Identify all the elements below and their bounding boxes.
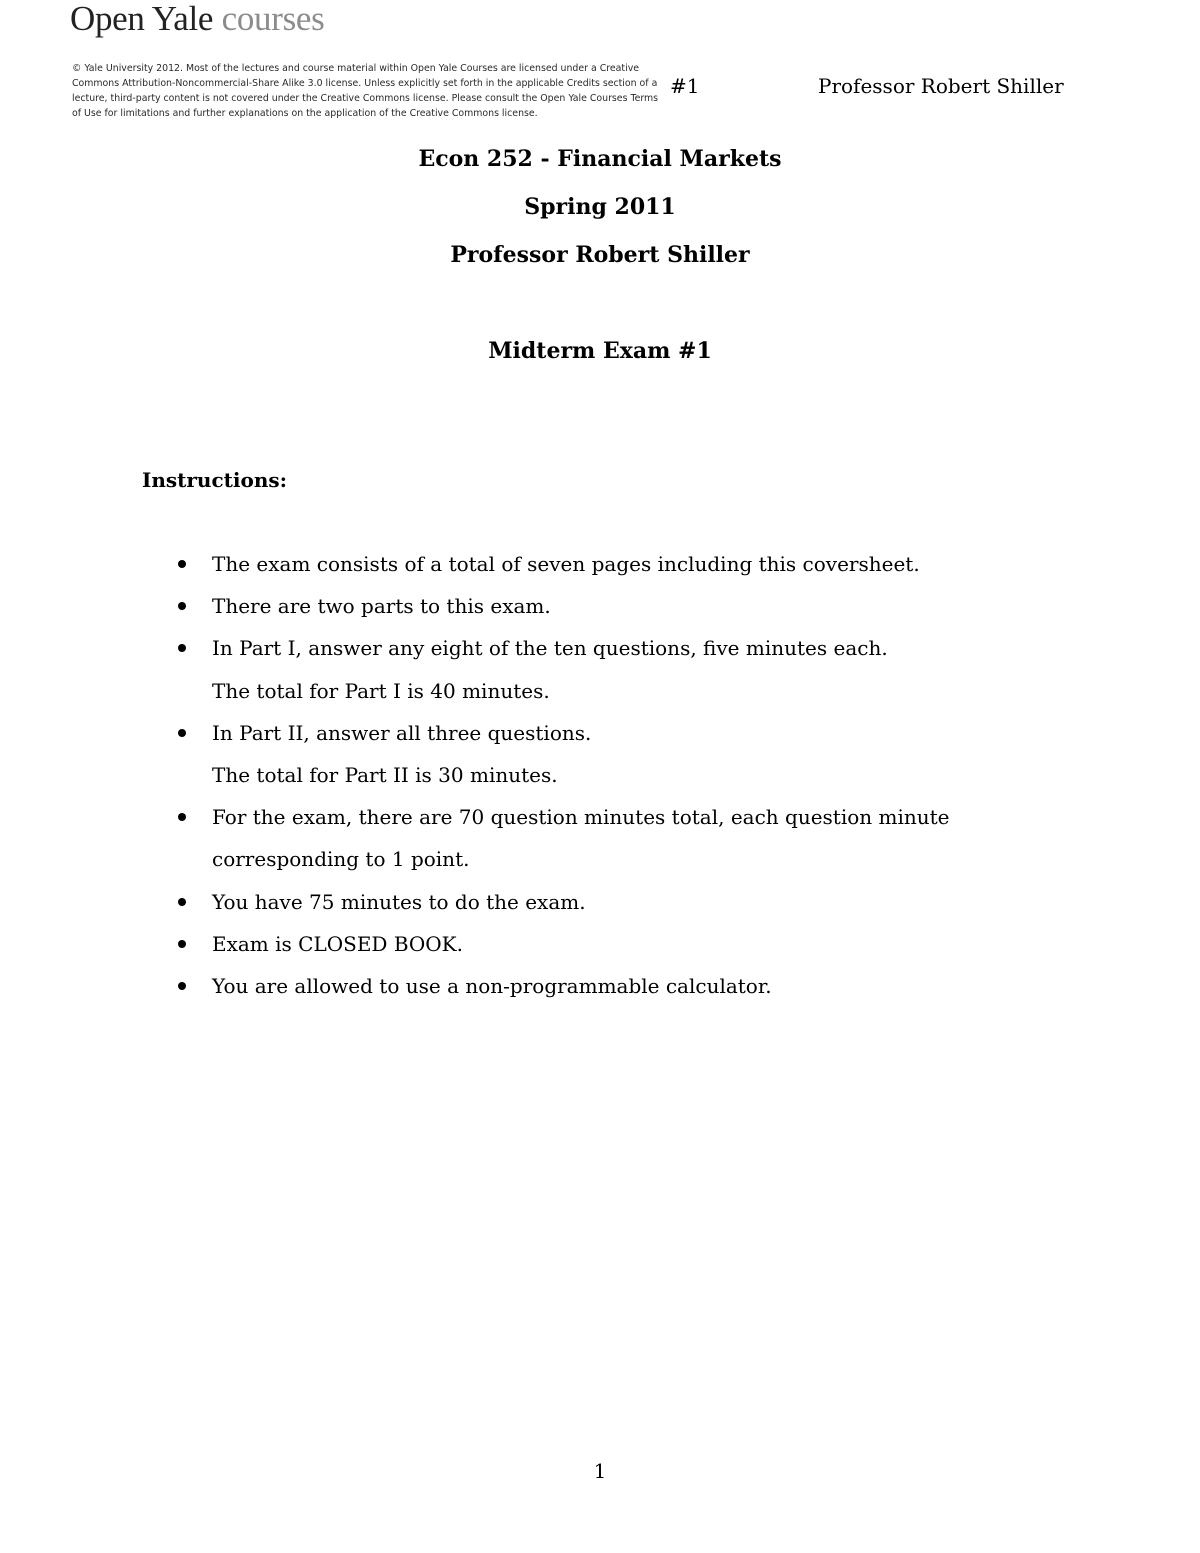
instruction-item-line: For the exam, there are 70 question minutes total, each question minute: [212, 805, 950, 830]
logo-courses: courses: [221, 0, 325, 38]
instruction-item-line: In Part II, answer all three questions.: [212, 720, 592, 745]
instruction-item-line: You are allowed to use a non-programmable calculator.: [212, 974, 772, 998]
instruction-item-line: In Part I, answer any eight of the ten questions, five minutes each.: [212, 636, 888, 661]
page-number: 1: [593, 1459, 607, 1483]
bullet-icon: [178, 644, 186, 652]
instruction-item-line: Exam is CLOSED BOOK.: [212, 931, 463, 956]
bullet-icon: [178, 813, 186, 821]
instruction-item-line: The exam consists of a total of seven pages including this coversheet.: [212, 552, 920, 576]
professor-title: Professor Robert Shiller: [450, 242, 750, 268]
header-exam-number: #1: [670, 74, 700, 98]
license-notice: © Yale University 2012. Most of the lectures and course material within Open Yale Courses are licensed under a Creative Commons Attribution-Noncommercial-Share Alike 3.0 license. Unless explicitly set forth in the applicable Credits section of a lecture, third-party content is not covered under the Creative Commons license. Please consult the Open Yale Courses Terms of Use for limitations and further explanations on the application of the Creative Commons license.: [72, 63, 659, 119]
instruction-item-line: You have 75 minutes to do the exam.: [212, 889, 586, 914]
header-professor: Professor Robert Shiller: [818, 74, 1064, 98]
instruction-item-line: The total for Part II is 30 minutes.: [212, 763, 558, 787]
instruction-item-line: The total for Part I is 40 minutes.: [212, 678, 550, 703]
instruction-item-line: corresponding to 1 point.: [212, 847, 470, 872]
term-title: Spring 2011: [524, 194, 676, 220]
instructions-label: Instructions:: [142, 468, 288, 492]
course-title: Econ 252 - Financial Markets: [418, 146, 782, 172]
exam-title: Midterm Exam #1: [488, 338, 712, 364]
bullet-icon: [178, 560, 186, 568]
bullet-icon: [178, 982, 186, 990]
instruction-item-line: There are two parts to this exam.: [212, 594, 551, 619]
bullet-icon: [178, 940, 186, 948]
bullet-icon: [178, 898, 186, 906]
logo-open-yale: Open Yale: [70, 0, 214, 38]
open-yale-courses-logo: [70, 0, 324, 38]
bullet-icon: [178, 729, 186, 737]
bullet-icon: [178, 602, 186, 610]
